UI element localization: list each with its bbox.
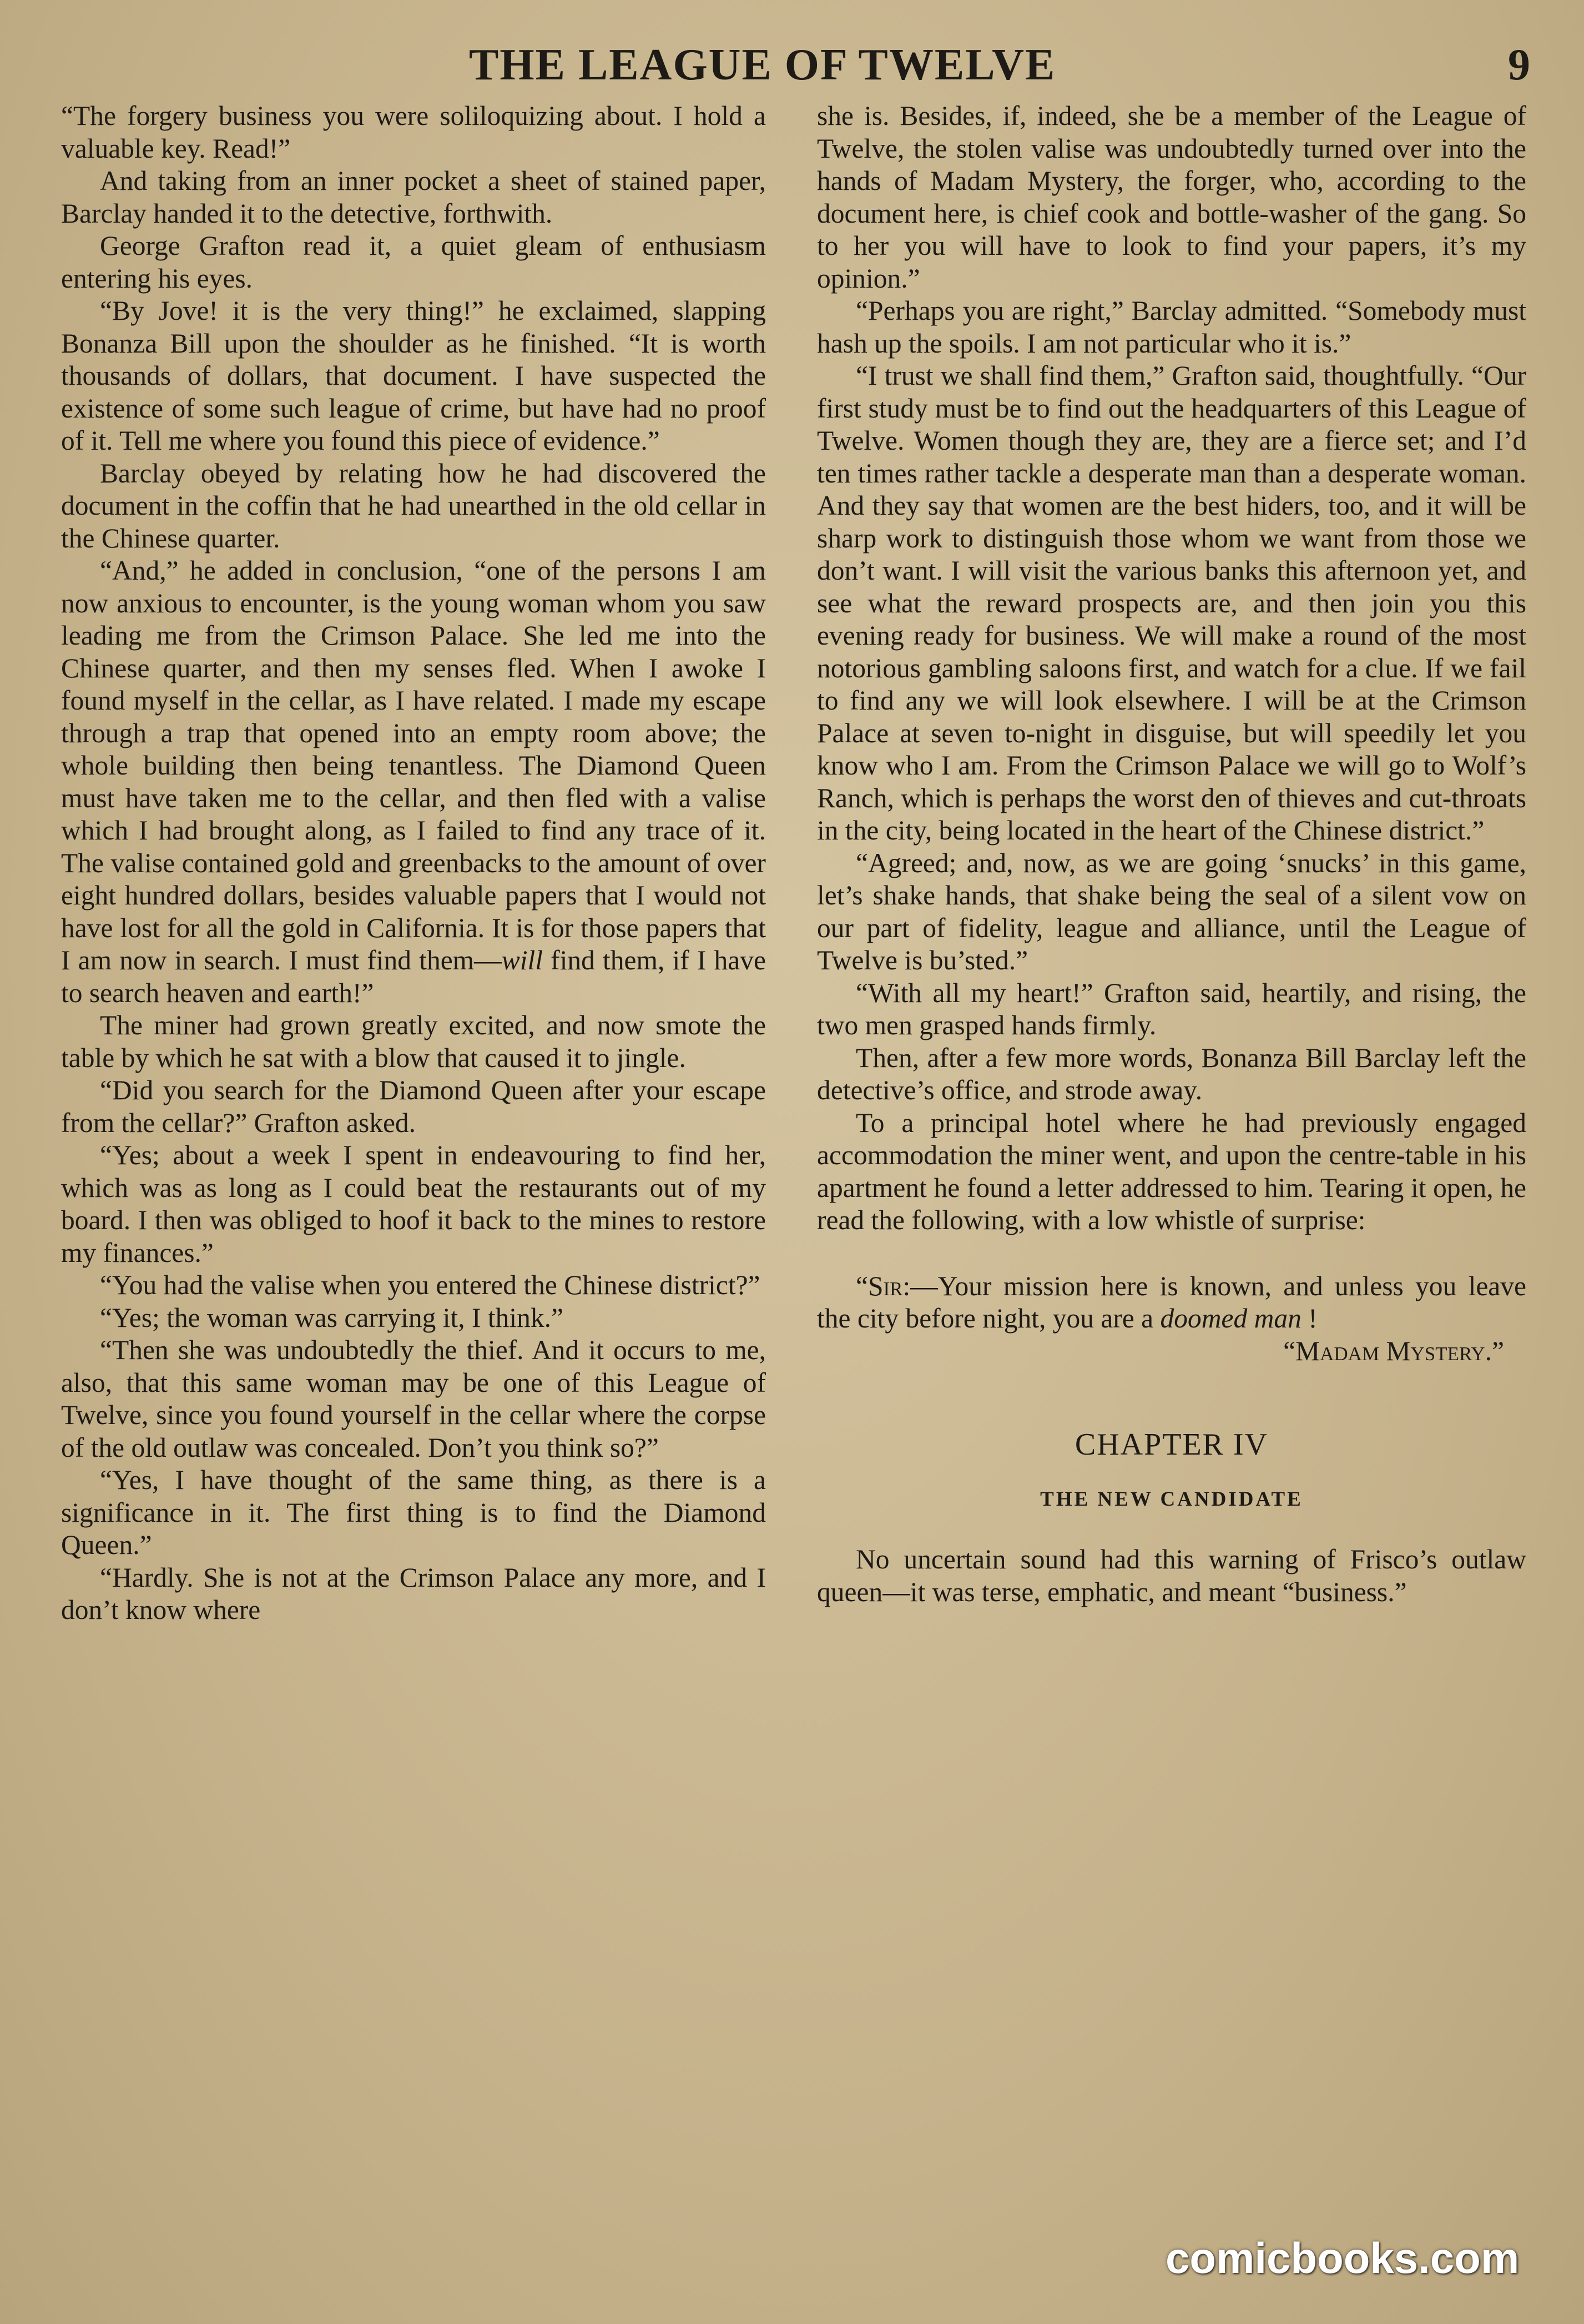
paragraph: The miner had grown greatly excited, and now smote the table by which he sat with a blow that caused it to jingle. [61,1010,766,1073]
paragraph: And taking from an inner pocket a sheet of stained paper, Barclay handed it to the detective, forthwith. [61,165,766,229]
warning-letter [817,1270,1526,1335]
paragraph-text-cont: find them, if I have to search heaven and earth!” [61,945,766,1008]
page-header [0,34,1584,95]
paragraph: “With all my heart!” Grafton said, heartily, and rising, the two men grasped hands firmly. [817,977,1526,1040]
paragraph: To a principal hotel where he had previously engaged accommodation the miner went, and upon the centre-table in his apartment he found a letter addressed to him. Tearing it open, he read the following, with a low whistle of surprise: [817,1107,1526,1235]
paragraph: George Grafton read it, a quiet gleam of enthusiasm entering his eyes. [61,230,766,294]
chapter-subheading: THE NEW CANDIDATE [1040,1487,1303,1511]
paragraph: “Perhaps you are right,” Barclay admitted. “Somebody must hash up the spoils. I am not particular who it is.” [817,295,1526,359]
left-column [61,100,766,1627]
paragraph: “You had the valise when you entered the Chinese district?” [100,1270,760,1300]
letter-body-end: ! [1308,1303,1318,1334]
paragraph: “I trust we shall find them,” Grafton said, thoughtfully. “Our first study must be to find out the headquarters of this League of Twelve. Women though they are, they are a fierce set; and I’d ten times rather tackle a desperate man than a desperate woman. And they say that women are the best hiders, too, and it will be sharp work to distinguish those whom we want from those we don’t want. I will visit the various banks this afternoon yet, and see what the reward prospects are, and then join you this evening ready for business. We will make a round of the most notorious gambling saloons first, and watch for a clue. If we fail to find any we will look elsewhere. I will be at the Crimson Palace at seven to-night in disguise, but will speedily let you know who I am. From the Crimson Palace we will go to Wolf’s Ranch, which is perhaps the worst den of thieves and cut-throats in the city, being located in the heart of the Chinese district.” [817,360,1526,846]
paragraph: “By Jove! it is the very thing!” he exclaimed, slapping Bonanza Bill upon the shoulder as he finished. “It is worth thousands of dollars, that document. I have suspected the existence of some such league of crime, but have had no proof of it. Tell me where you found this piece of evidence.” [61,295,766,456]
paragraph: “Yes; the woman was carrying it, I think.” [100,1302,563,1333]
paragraph: Then, after a few more words, Bonanza Bill Barclay left the detective’s office, and strode away. [817,1042,1526,1105]
letter-salutation: “Sir: [856,1270,911,1301]
paragraph: “Did you search for the Diamond Queen after your escape from the cellar?” Grafton asked. [61,1075,766,1138]
paragraph: “The forgery business you were soliloquizing about. I hold a valuable key. Read!” [61,100,766,164]
paragraph: Barclay obeyed by relating how he had discovered the document in the coffin that he had unearthed in the old cellar in the Chinese quarter. [61,457,766,554]
emphasis-will: will [501,945,543,975]
paragraph: “Hardly. She is not at the Crimson Palace any more, and I don’t know where [61,1562,766,1625]
right-column [817,100,1526,1608]
paragraph: she is. Besides, if, indeed, she be a member of the League of Twelve, the stolen valise was undoubtedly turned over into the hands of Madam Mystery, the forger, who, according to the document here, is chief cook and bottle-washer of the gang. So to her you will have to look to find your papers, it’s my opinion.” [817,100,1526,294]
running-title: THE LEAGUE OF TWELVE [469,41,1056,89]
letter-signature: “Madam Mystery.” [1283,1335,1504,1366]
letter-body: —Your mission here is known, and unless you leave the city before night, you are a [817,1270,1526,1334]
paragraph: “Yes, I have thought of the same thing, as there is a significance in it. The first thing is to find the Diamond Queen.” [61,1465,766,1560]
paragraph: “Yes; about a week I spent in endeavouring to find her, which was as long as I could beat the restaurants out of my board. I then was obliged to hoof it back to the mines to restore my finances.” [61,1140,766,1268]
paragraph: “Then she was undoubtedly the thief. And it occurs to me, also, that this same woman may be one of this League of Twelve, since you found yourself in the cellar where the corpse of the old outlaw was concealed. Don’t you think so?” [61,1335,766,1463]
emphasis-doomed-man: doomed man [1160,1303,1301,1334]
watermark: comicbooks.com [1166,2234,1520,2282]
paragraph: No uncertain sound had this warning of Frisco’s outlaw queen—it was terse, emphatic, and meant “business.” [817,1544,1526,1607]
page-number: 9 [1508,41,1530,89]
paragraph: “Agreed; and, now, as we are going ‘snucks’ in this game, let’s shake hands, that shake being the seal of a silent vow on our part of fidelity, league and alliance, until the League of Twelve is bu’sted.” [817,847,1526,975]
chapter-heading: CHAPTER IV [1075,1427,1269,1462]
paragraph [61,555,766,1009]
paragraph-text: “And,” he added in conclusion, “one of the persons I am now anxious to encounter, is the young woman whom you saw leading me from the Crimson Palace. She led me into the Chinese quarter, and then my senses fled. When I awoke I found myself in the cellar, as I have related. I made my escape through a trap that opened into an empty room above; the whole building then being tenantless. The Diamond Queen must have taken me to the cellar, and then fled with a valise which I had brought along, as I failed to find any trace of it. The valise contained gold and greenbacks to the amount of over eight hundred dollars, besides valuable papers that I would not have lost for all the gold in California. It is for those papers that I am now in search. I must find them— [61,555,766,975]
